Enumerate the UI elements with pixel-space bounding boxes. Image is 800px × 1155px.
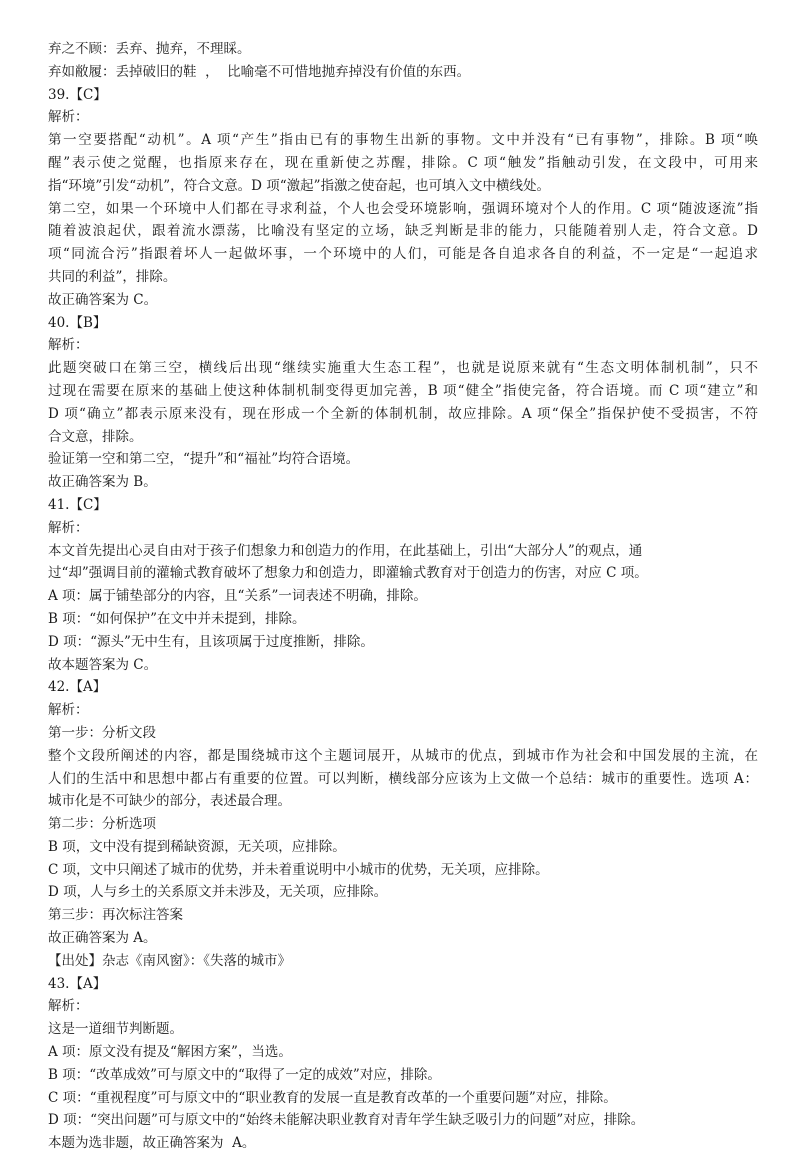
text-line: 解析： xyxy=(48,998,89,1015)
text-line: B 项：“改革成效”可与原文中的“取得了一定的成效”对应，排除。 xyxy=(48,1066,441,1083)
text-line: 本文首先提出心灵自由对于孩子们想象力和创造力的作用，在此基础上，引出“大部分人”的观点，通 xyxy=(48,542,643,559)
text-line: 解析： xyxy=(48,519,89,536)
text-line: 40.【B】 xyxy=(48,314,107,331)
text-line: 解析： xyxy=(48,109,89,126)
text-line: D 项：“源头”无中生有，且该项属于过度推断，排除。 xyxy=(48,633,374,650)
text-line: 项“同流合污”指跟着坏人一起做坏事，一个环境中的人们，可能是各自追求各自的利益，不一定是“一起追求 xyxy=(48,246,758,263)
text-line: 弃之不顾：丢弃、抛弃，不理睬。 xyxy=(48,41,251,57)
text-line: 这是一道细节判断题。 xyxy=(48,1021,183,1038)
text-line: 整个文段所阐述的内容，都是围绕城市这个主题词展开，从城市的优点，到城市作为社会和中国发展的主流，在 xyxy=(48,747,758,764)
text-line: 第二步：分析选项 xyxy=(48,816,156,833)
text-line: 41.【C】 xyxy=(48,496,107,513)
text-line: 共同的利益”，排除。 xyxy=(48,268,177,285)
text-line: 合文意，排除。 xyxy=(48,428,143,445)
text-line: 43.【A】 xyxy=(48,975,107,992)
text-line: 过现在需要在原来的基础上使这种体制机制变得更加完善，B 项“健全”指使完备，符合语境。而 C 项“建立”和 xyxy=(48,382,758,399)
text-line: 第二空，如果一个环境中人们都在寻求利益，个人也会受环境影响，强调环境对个人的作用。C 项“随波逐流”指 xyxy=(48,200,758,217)
text-line: 39.【C】 xyxy=(48,86,107,103)
text-line: C 项，文中只阐述了城市的优势，并未着重说明中小城市的优势，无关项，应排除。 xyxy=(48,861,549,878)
text-line: 故正确答案为 A。 xyxy=(48,930,157,947)
text-line: 过“却”强调目前的灌输式教育破坏了想象力和创造力，即灌输式教育对于创造力的伤害，对应 C 项。 xyxy=(48,565,648,582)
text-line: 弃如敝履：丢掉破旧的鞋 ， 比喻毫不可惜地抛弃掉没有价值的东西。 xyxy=(48,63,471,80)
text-line: 故正确答案为 C。 xyxy=(48,291,158,308)
text-line: 随着波浪起伏，跟着流水漂荡，比喻没有坚定的立场，缺乏判断是非的能力，只能随着别人走，符合文意。D xyxy=(48,223,758,240)
text-line: 第一步：分析文段 xyxy=(48,724,156,741)
text-line: D 项，人与乡土的关系原文并未涉及，无关项，应排除。 xyxy=(48,884,388,901)
text-line: 42.【A】 xyxy=(48,679,107,696)
text-line: 此题突破口在第三空，横线后出现“继续实施重大生态工程”，也就是说原来就有“生态文明体制机制”，只不 xyxy=(48,360,758,377)
text-line: 第三步：再次标注答案 xyxy=(48,907,183,924)
text-line: B 项，文中没有提到稀缺资源，无关项，应排除。 xyxy=(48,838,346,855)
text-line: 人们的生活中和思想中都占有重要的位置。可以判断，横线部分应该为上文做一个总结：城市的重要性。选项 A： xyxy=(48,770,758,787)
text-line: 第一空要搭配“动机”。A 项“产生”指由已有的事物生出新的事物。文中并没有“已有事物”，排除。B 项“唤 xyxy=(48,132,758,149)
text-line: A 项：原文没有提及“解困方案”，当选。 xyxy=(48,1044,292,1061)
text-line: D 项：“突出问题”可与原文中的“始终未能解决职业教育对青年学生缺乏吸引力的问题”对应，排除。 xyxy=(48,1112,645,1129)
text-line: 解析： xyxy=(48,702,89,719)
text-line: B 项：“如何保护”在文中并未提到，排除。 xyxy=(48,610,306,627)
text-line: 本题为选非题，故正确答案为 A。 xyxy=(48,1135,256,1152)
text-line: 故本题答案为 C。 xyxy=(48,656,158,673)
text-line: A 项：属于铺垫部分的内容，且“关系”一词表述不明确，排除。 xyxy=(48,588,427,605)
text-line: D 项“确立”都表示原来没有，现在形成一个全新的体制机制，故应排除。A 项“保全”指保护使不受损害，不符 xyxy=(48,405,758,422)
text-line: C 项：“重视程度”可与原文中的“职业教育的发展一直是教育改革的一个重要问题”对应，排除。 xyxy=(48,1089,617,1106)
text-line: 故正确答案为 B。 xyxy=(48,474,157,491)
text-line: 醒”表示使之觉醒，也指原来存在，现在重新使之苏醒，排除。C 项“触发”指触动引发，在文段中，可用来 xyxy=(48,154,758,171)
text-line: 指“环境”引发“动机”，符合文意。D 项“激起”指激之使奋起，也可填入文中横线处。 xyxy=(48,177,551,194)
text-line: 城市化是不可缺少的部分，表述最合理。 xyxy=(48,793,291,810)
text-line: 验证第一空和第二空，“提升”和“福祉”均符合语境。 xyxy=(48,451,360,468)
text-line: 【出处】杂志《南风窗》：《失落的城市》 xyxy=(48,952,291,969)
text-line: 解析： xyxy=(48,337,89,354)
